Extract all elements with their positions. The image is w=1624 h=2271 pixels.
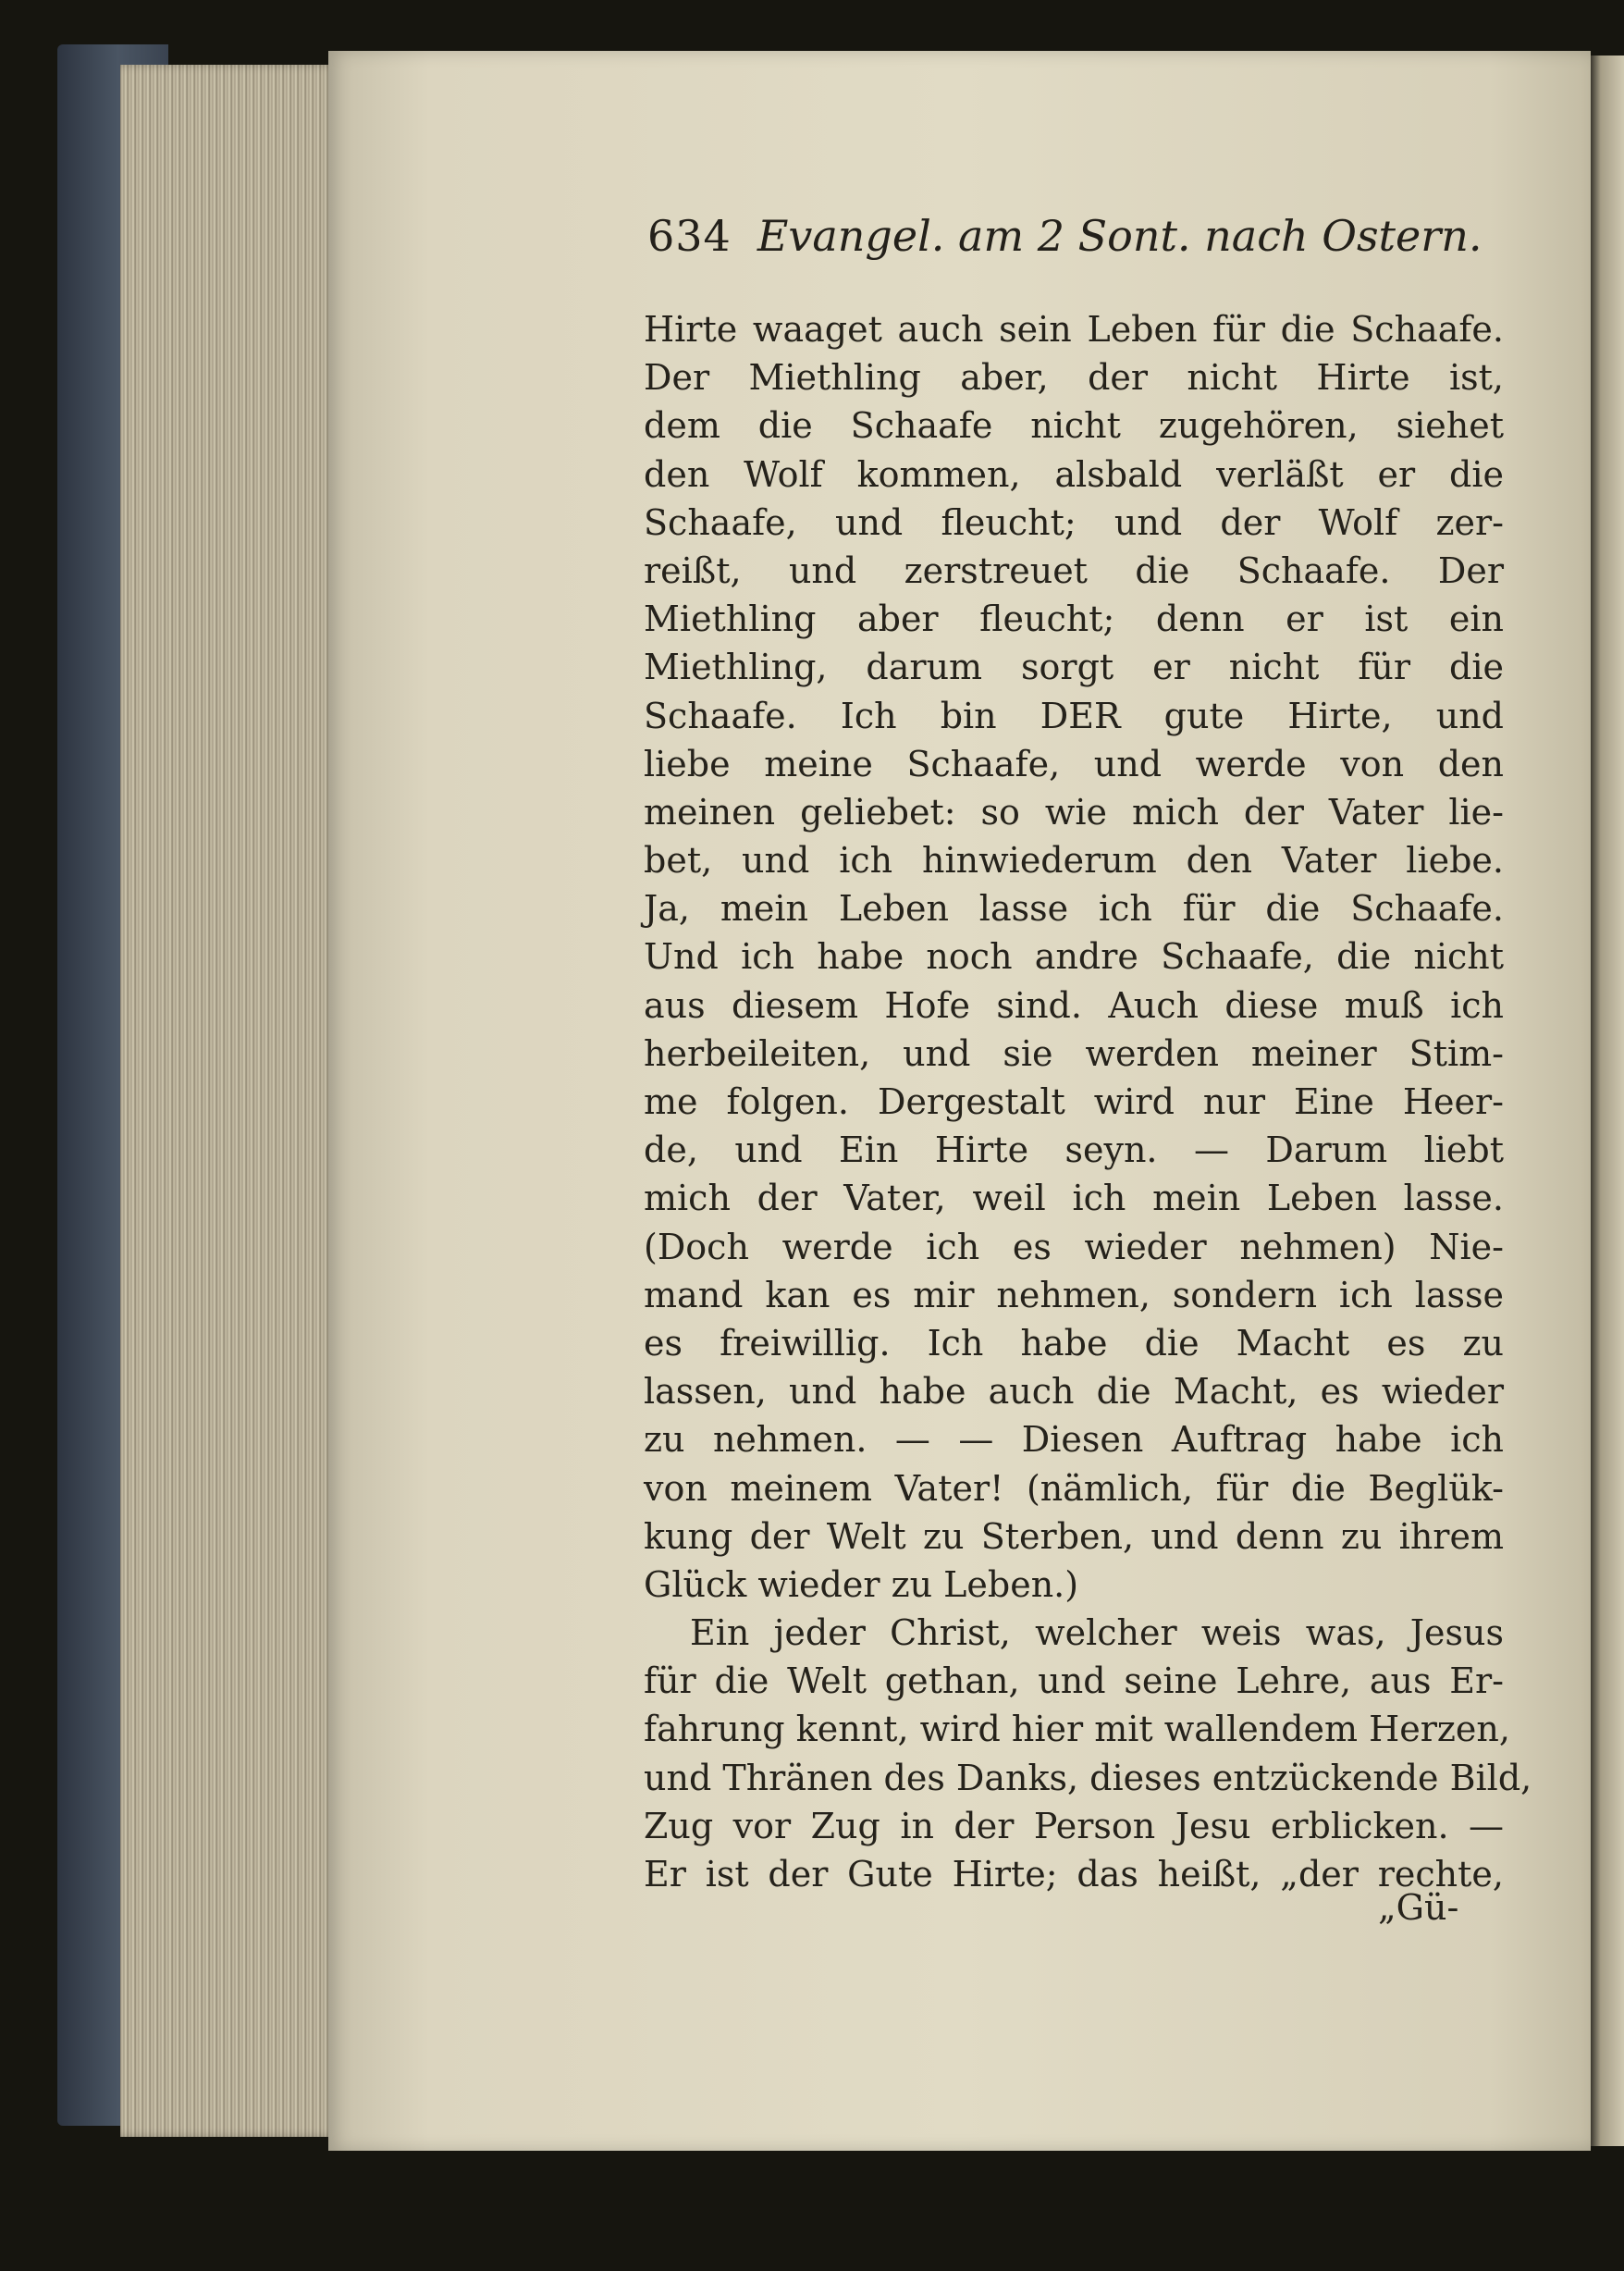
text-line: (Doch werde ich es wieder nehmen) Nie- — [644, 1226, 1504, 1267]
text-line: de, und Ein Hirte seyn. — Darum liebt — [644, 1129, 1504, 1171]
text-line: me folgen. Dergestalt wird nur Eine Heer- — [644, 1081, 1504, 1122]
text-line: aus diesem Hofe sind. Auch diese muß ich — [644, 984, 1504, 1026]
next-page-edge — [1591, 56, 1624, 2146]
text-line: herbeileiten, und sie werden meiner Stim- — [644, 1032, 1504, 1074]
text-line: Schaafe, und fleucht; und der Wolf zer- — [644, 501, 1504, 543]
text-line: und Thränen des Danks, dieses entzückende Bild, — [644, 1757, 1532, 1798]
running-title: Evangel. am 2 Sont. nach Ostern. — [757, 211, 1483, 261]
text-line: bet, und ich hinwiederum den Vater liebe. — [644, 840, 1504, 882]
text-line: reißt, und zerstreuet die Schaafe. Der — [644, 549, 1504, 591]
text-line: für die Welt gethan, und seine Lehre, aus Er- — [644, 1660, 1504, 1702]
running-head — [647, 211, 1483, 261]
text-line: von meinem Vater! (nämlich, für die Beglük- — [644, 1467, 1504, 1509]
text-line: den Wolf kommen, alsbald verläßt er die — [644, 453, 1504, 495]
text-line: mand kan es mir nehmen, sondern ich lasse — [644, 1274, 1504, 1315]
text-line: Hirte waaget auch sein Leben für die Schaafe. — [644, 309, 1504, 350]
text-line: es freiwillig. Ich habe die Macht es zu — [644, 1322, 1504, 1364]
page-number: 634 — [647, 211, 732, 261]
text-line: fahrung kennt, wird hier mit wallendem Herzen, — [644, 1709, 1510, 1750]
text-line: Der Miethling aber, der nicht Hirte ist, — [644, 357, 1504, 399]
text-line: kung der Welt zu Sterben, und denn zu ihrem — [644, 1515, 1504, 1557]
text-line: Miethling aber fleucht; denn er ist ein — [644, 599, 1504, 640]
text-line: Und ich habe noch andre Schaafe, die nicht — [644, 936, 1504, 978]
text-line: zu nehmen. — — Diesen Auftrag habe ich — [644, 1419, 1504, 1461]
text-line: lassen, und habe auch die Macht, es wieder — [644, 1371, 1504, 1413]
text-line: Ein jeder Christ, welcher weis was, Jesus — [690, 1612, 1504, 1654]
text-line: Schaafe. Ich bin DER gute Hirte, und — [644, 695, 1504, 736]
catchword: „Gü- — [1378, 1887, 1459, 1928]
text-line: mich der Vater, weil ich mein Leben lasse. — [644, 1178, 1504, 1219]
text-line: liebe meine Schaafe, und werde von den — [644, 743, 1504, 784]
text-line: Er ist der Gute Hirte; das heißt, „der rechte, — [644, 1854, 1504, 1895]
text-line: Glück wieder zu Leben.) — [644, 1563, 1079, 1605]
text-line: Ja, mein Leben lasse ich für die Schaafe. — [644, 888, 1504, 930]
text-line: meinen geliebet: so wie mich der Vater lie- — [644, 791, 1504, 833]
text-line: dem die Schaafe nicht zugehören, siehet — [644, 405, 1504, 447]
page-edges — [120, 65, 338, 2137]
body-text — [644, 305, 1532, 1898]
text-line: Zug vor Zug in der Person Jesu erblicken. — — [644, 1805, 1504, 1846]
text-line: Miethling, darum sorgt er nicht für die — [644, 647, 1504, 688]
